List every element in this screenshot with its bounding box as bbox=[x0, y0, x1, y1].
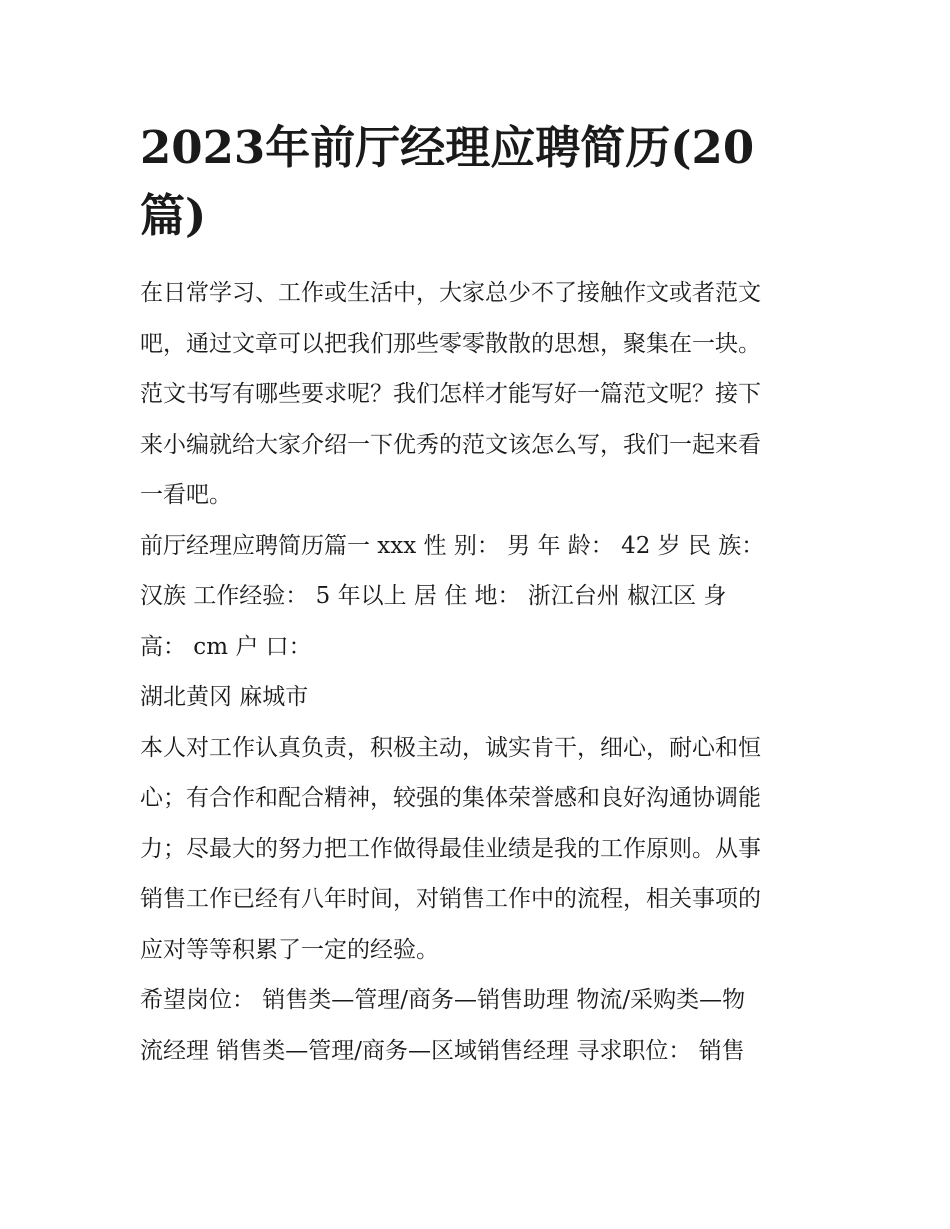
document-title bbox=[140, 114, 820, 250]
text-line: 前厅经理应聘简历篇一 xxx 性 别： 男 年 龄： 42 岁 民 族： bbox=[140, 532, 765, 559]
document-body bbox=[140, 114, 820, 1076]
text-line: 湖北黄冈 麻城市 bbox=[140, 684, 309, 710]
personal-info-paragraph bbox=[140, 521, 820, 673]
text-line: 希望岗位： 销售类—管理/商务—销售助理 物流/采购类—物 bbox=[140, 987, 746, 1013]
text-line: 应对等等积累了一定的经验。 bbox=[140, 936, 439, 963]
text-line: 心；有合作和配合精神，较强的集体荣誉感和良好沟通协调能 bbox=[140, 785, 761, 811]
title-line-1: 2023年前厅经理应聘简历(20 bbox=[140, 121, 755, 174]
intro-paragraph bbox=[140, 268, 820, 521]
text-line: 本人对工作认真负责，积极主动，诚实肯干，细心，耐心和恒 bbox=[140, 734, 761, 761]
title-line-2: 篇) bbox=[140, 189, 207, 242]
text-line: 力；尽最大的努力把工作做得最佳业绩是我的工作原则。从事 bbox=[140, 835, 761, 862]
self-evaluation-paragraph bbox=[140, 723, 820, 976]
text-line: 吧，通过文章可以把我们那些零零散散的思想，聚集在一块。 bbox=[140, 330, 761, 357]
text-line: 来小编就给大家介绍一下优秀的范文该怎么写，我们一起来看 bbox=[140, 431, 761, 458]
desired-position-paragraph bbox=[140, 975, 820, 1076]
text-line: 汉族 工作经验： 5 年以上 居 住 地： 浙江台州 椒江区 身 bbox=[140, 583, 727, 609]
text-line: 高： cm 户 口： bbox=[140, 633, 312, 660]
text-line: 销售工作已经有八年时间，对销售工作中的流程，相关事项的 bbox=[140, 886, 761, 912]
text-line: 流经理 销售类—管理/商务—区域销售经理 寻求职位： 销售 bbox=[140, 1037, 745, 1064]
hometown-paragraph bbox=[140, 672, 820, 723]
text-line: 一看吧。 bbox=[140, 482, 232, 508]
text-line: 在日常学习、工作或生活中，大家总少不了接触作文或者范文 bbox=[140, 280, 761, 306]
text-line: 范文书写有哪些要求呢？我们怎样才能写好一篇范文呢？接下 bbox=[140, 381, 761, 407]
